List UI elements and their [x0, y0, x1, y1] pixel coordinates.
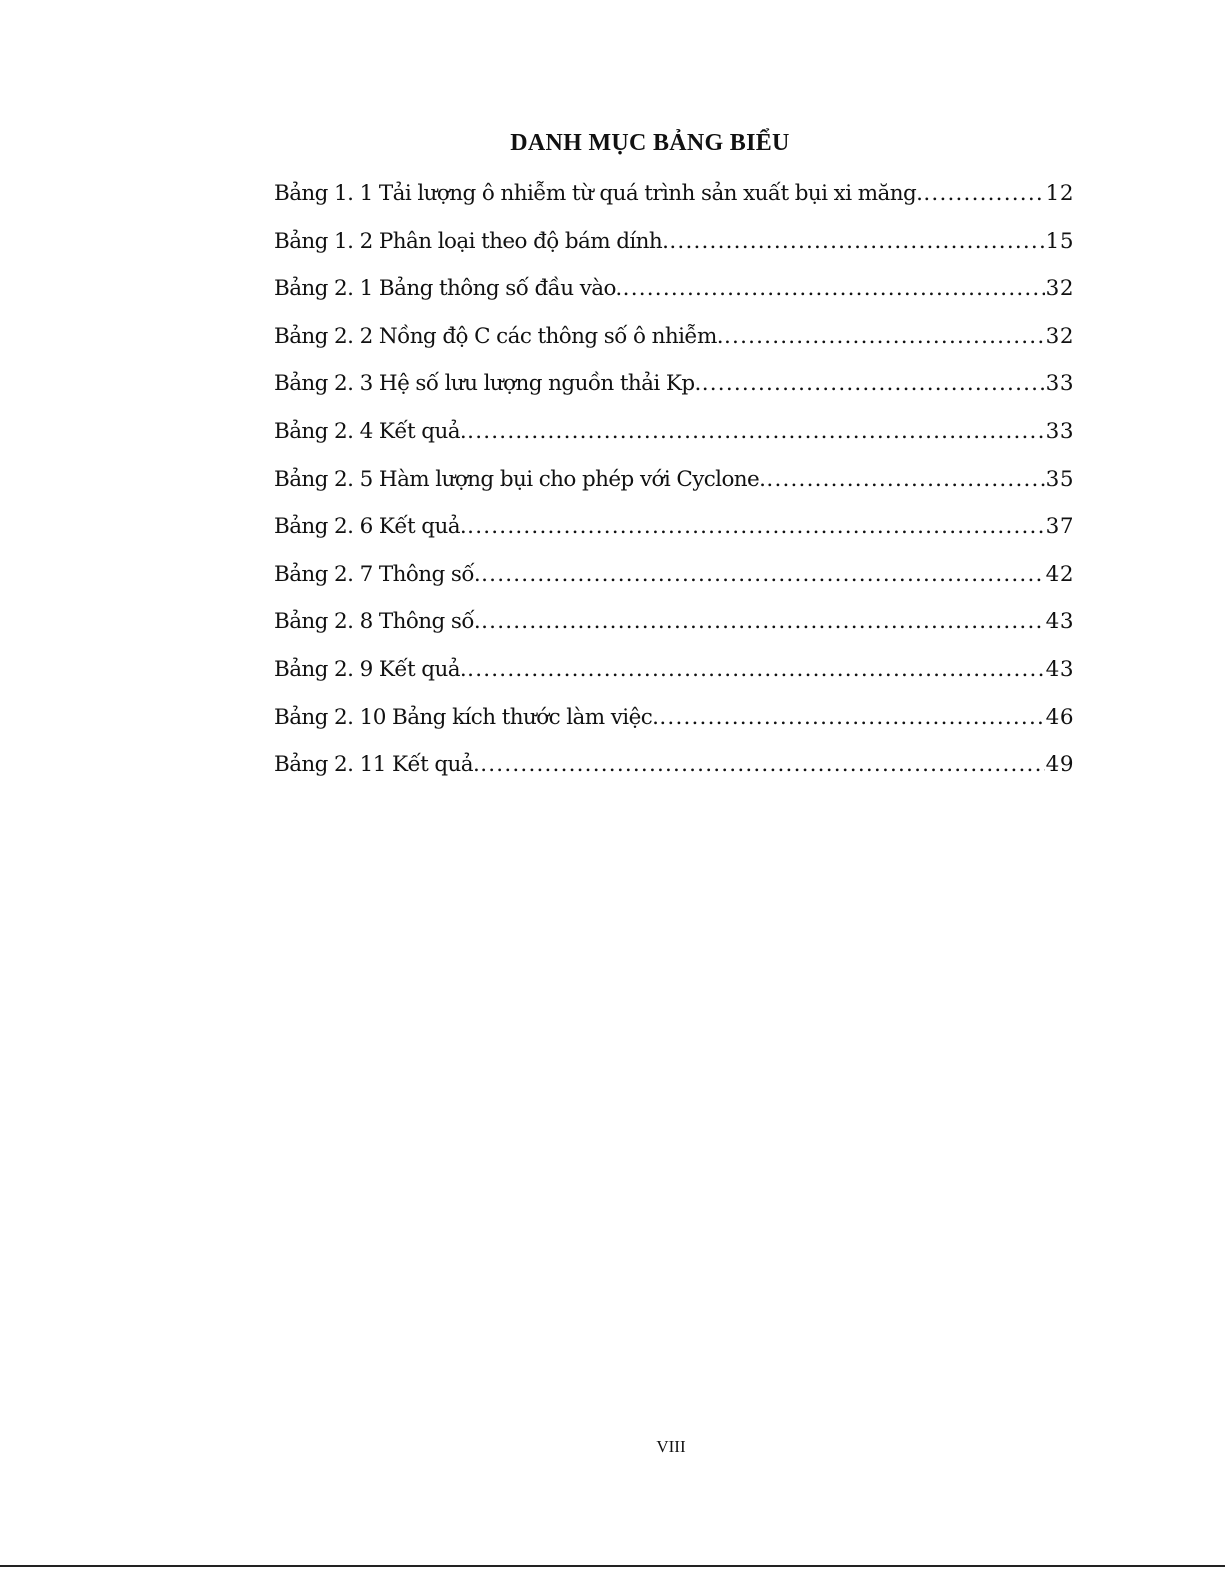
toc-entry-label: Bảng 2. 8 Thông số. [274, 609, 481, 635]
toc-entry[interactable] [274, 650, 1074, 698]
toc-entry-page: 33 [1045, 371, 1074, 397]
toc-entry-label: Bảng 2. 1 Bảng thông số đầu vào. [274, 276, 622, 302]
toc-entry-page: 42 [1045, 561, 1074, 587]
page-bottom-rule [0, 1565, 1225, 1567]
toc-entry-page: 35 [1045, 466, 1074, 492]
toc-entry[interactable] [274, 364, 1074, 412]
dot-leader [724, 317, 1045, 357]
toc-entry[interactable] [274, 269, 1074, 317]
toc-entry[interactable] [274, 317, 1074, 365]
toc-entry-label: Bảng 1. 1 Tải lượng ô nhiễm từ quá trình sản xuất bụi xi măng. [274, 181, 923, 206]
toc-entry-label: Bảng 2. 11 Kết quả. [274, 752, 480, 778]
toc-entry-label: Bảng 2. 2 Nồng độ C các thông số ô nhiễm. [274, 323, 723, 349]
dot-leader [480, 745, 1044, 785]
page-title: DANH MỤC BẢNG BIỂU [510, 130, 790, 156]
toc-entry[interactable] [274, 602, 1074, 650]
toc-entry[interactable] [274, 507, 1074, 555]
toc-entry-page: 32 [1045, 323, 1074, 349]
toc-entry-page: 46 [1045, 704, 1074, 730]
toc-entry-page: 12 [1045, 181, 1074, 206]
dot-leader [481, 555, 1045, 595]
dot-leader [467, 507, 1044, 547]
toc-entry-label: Bảng 2. 5 Hàm lượng bụi cho phép với Cyclone. [274, 466, 766, 492]
toc-entry-page: 37 [1045, 514, 1074, 540]
toc-entry-page: 33 [1045, 418, 1074, 444]
toc-entry-label: Bảng 2. 10 Bảng kích thước làm việc. [274, 704, 659, 730]
dot-leader [467, 650, 1044, 690]
toc-entry[interactable] [274, 745, 1074, 793]
toc-entry-page: 32 [1045, 276, 1074, 302]
toc-entry-page: 49 [1045, 752, 1074, 778]
dot-leader [923, 174, 1044, 214]
dot-leader [659, 698, 1044, 738]
toc-entry[interactable] [274, 555, 1074, 603]
toc-entry-page: 15 [1045, 228, 1074, 254]
dot-leader [669, 222, 1044, 262]
toc-entry-label: Bảng 2. 9 Kết quả. [274, 656, 467, 682]
toc-entry-page: 43 [1045, 609, 1074, 635]
toc-entry[interactable] [274, 412, 1074, 460]
page-number: VIII [656, 1437, 686, 1456]
toc-list [274, 174, 1074, 793]
toc-entry-label: Bảng 2. 6 Kết quả. [274, 514, 467, 540]
dot-leader [623, 269, 1045, 309]
dot-leader [481, 602, 1045, 642]
toc-entry[interactable] [274, 460, 1074, 508]
toc-entry-label: Bảng 2. 7 Thông số. [274, 561, 481, 587]
toc-entry-label: Bảng 1. 2 Phân loại theo độ bám dính. [274, 228, 669, 254]
toc-entry[interactable] [274, 698, 1074, 746]
toc-entry[interactable] [274, 222, 1074, 270]
toc-entry[interactable] [274, 174, 1074, 222]
dot-leader [467, 412, 1044, 452]
toc-entry-label: Bảng 2. 4 Kết quả. [274, 418, 467, 444]
dot-leader [702, 364, 1045, 404]
toc-entry-label: Bảng 2. 3 Hệ số lưu lượng nguồn thải Kp. [274, 371, 701, 397]
toc-entry-page: 43 [1045, 656, 1074, 682]
dot-leader [766, 460, 1044, 500]
